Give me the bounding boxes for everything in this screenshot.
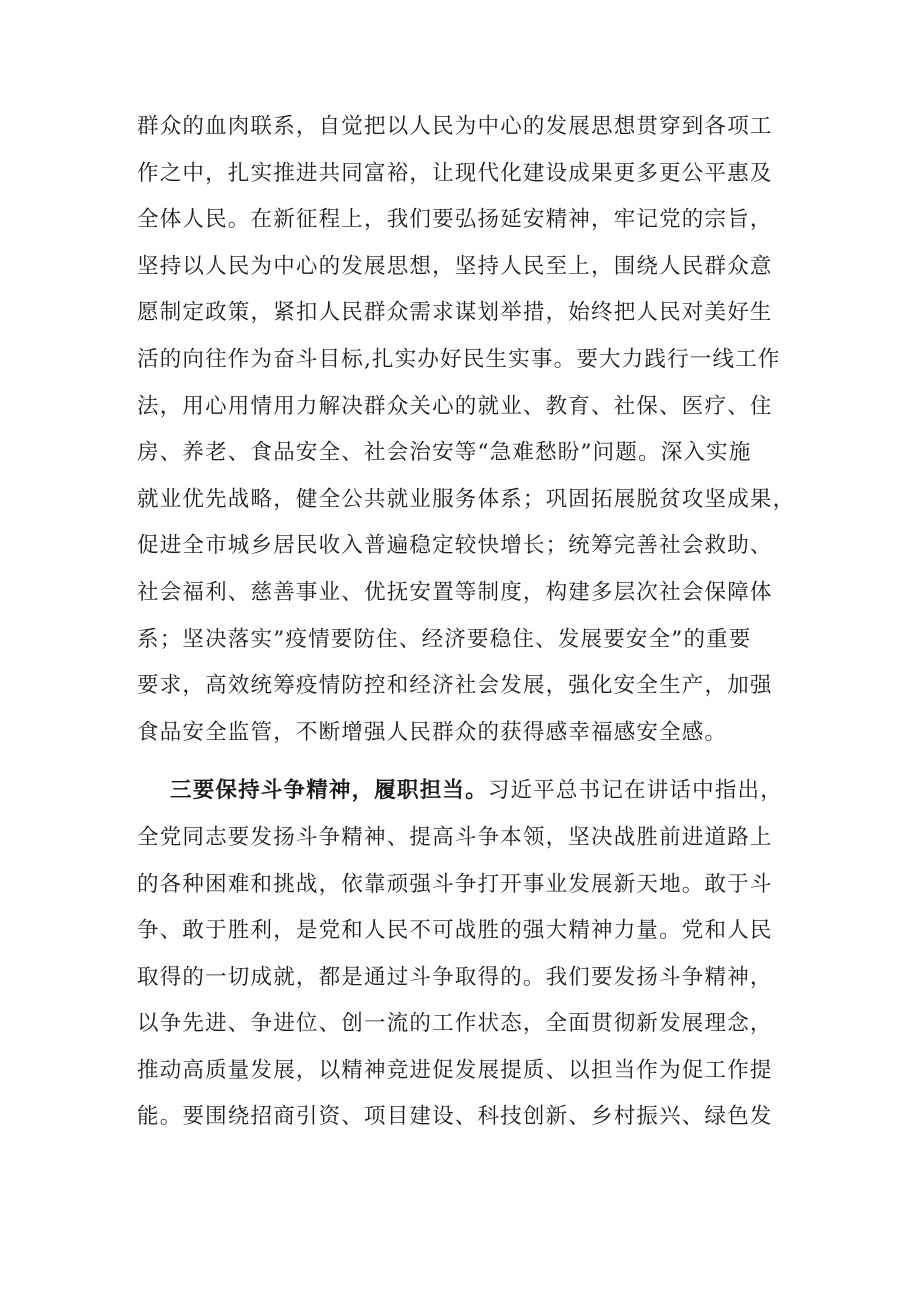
text-line: 推动高质量发展，以精神竞进促发展提质、以担当作为促工作提 — [137, 1057, 773, 1083]
text-line: 法，用心用情用力解决群众关心的就业、教育、社保、医疗、住 — [137, 393, 773, 419]
text-line: 系；坚决落实”疫情要防住、经济要稳住、发展要安全”的重要 — [137, 626, 752, 652]
text-line: 社会福利、慈善事业、优抚安置等制度，构建多层次社会保障体 — [137, 579, 773, 605]
text-line: 全体人民。在新征程上，我们要弘扬延安精神，牢记党的宗旨， — [137, 207, 773, 233]
text-line: 全党同志要发扬斗争精神、提高斗争本领，坚决战胜前进道路上 — [137, 824, 773, 850]
text-line: 的各种困难和挑战，依靠顽强斗争打开事业发展新天地。敢于斗 — [137, 871, 773, 897]
document-body — [137, 104, 799, 1141]
text-line: 坚持以人民为中心的发展思想，坚持人民至上，围绕人民群众意 — [137, 253, 773, 279]
text-line: 就业优先战略，健全公共就业服务体系；巩固拓展脱贫攻坚成果， — [137, 486, 796, 512]
text-line: 能。要围绕招商引资、项目建设、科技创新、乡村振兴、绿色发 — [137, 1104, 773, 1130]
heading-line-rest: 习近平总书记在讲话中指出， — [487, 778, 783, 804]
text-line: 取得的一切成就，都是通过斗争取得的。我们要发扬斗争精神， — [137, 964, 773, 990]
text-line: 食品安全监管，不断增强人民群众的获得感幸福感安全感。 — [137, 719, 728, 745]
text-line: 群众的血肉联系，自觉把以人民为中心的发展思想贯穿到各项工 — [137, 114, 773, 139]
text-line: 争、敢于胜利，是党和人民不可战胜的强大精神力量。党和人民 — [137, 918, 773, 944]
text-line: 房、养老、食品安全、社会治安等“急难愁盼”问题。深入实施 — [137, 440, 752, 466]
paragraph-heading: 三要保持斗争精神，履职担当。 — [170, 778, 488, 804]
paragraph-spacer — [137, 756, 799, 768]
text-line: 活的向往作为奋斗目标,扎实办好民生实事。要大力践行一线工作 — [137, 346, 781, 372]
text-line: 作之中，扎实推进共同富裕，让现代化建设成果更多更公平惠及 — [137, 160, 773, 186]
paragraph-people-centered — [137, 104, 799, 756]
text-line: 要求，高效统筹疫情防控和经济社会发展，强化安全生产，加强 — [137, 673, 773, 699]
paragraph-struggle-spirit — [137, 768, 799, 1141]
text-line: 促进全市城乡居民收入普遍稳定较快增长；统筹完善社会救助、 — [137, 533, 773, 559]
text-line-first — [137, 768, 799, 815]
text-line: 愿制定政策，紧扣人民群众需求谋划举措，始终把人民对美好生 — [137, 300, 773, 326]
text-line: 以争先进、争进位、创一流的工作状态，全面贯彻新发展理念， — [137, 1011, 773, 1037]
